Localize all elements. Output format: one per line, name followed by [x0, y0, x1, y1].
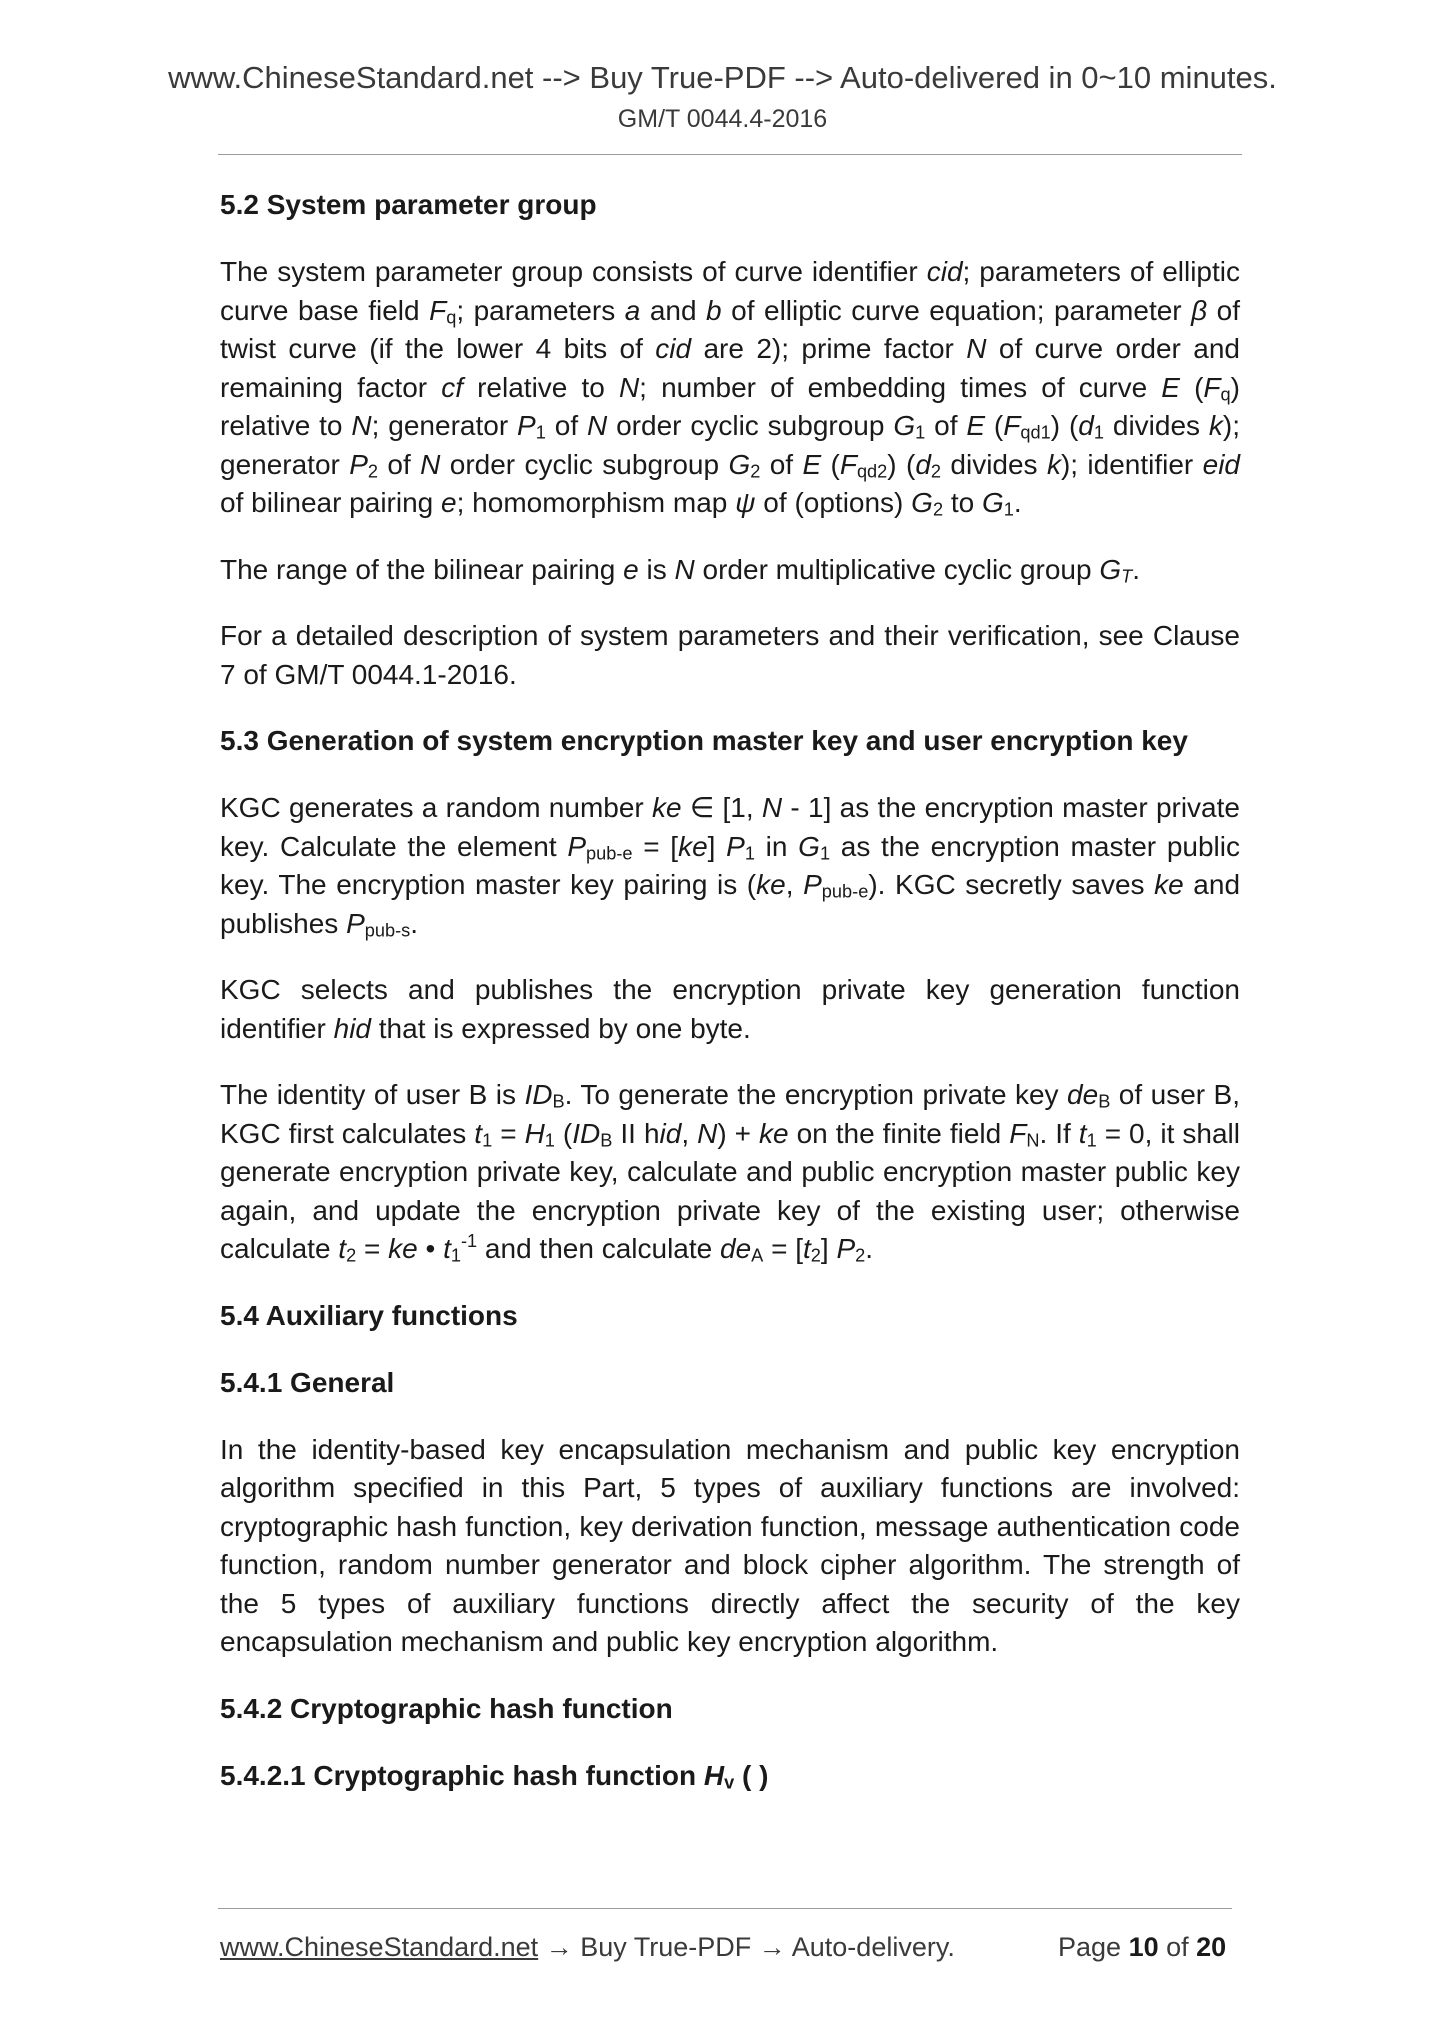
- footer-buy-text: Buy True-PDF: [580, 1932, 752, 1962]
- page-number: [1058, 1930, 1226, 1964]
- footer-site-link[interactable]: www.ChineseStandard.net: [220, 1932, 539, 1962]
- footer-links: [220, 1930, 955, 1964]
- section-5-3-paragraph-3: The identity of user B is $ID_B$. To generate the encryption private key $de_B$ of user B, KGC first calculates $t_1 = H_1$ ($ID_B$ II hid, N) + ke on the finite field $F_N$. If $t_1 = 0$, it shall generate encryption private key, calculate and public encryption master public key again, and update the encryption private key of the existing user; otherwise calculate $t_2$ = ke • $t_1^{-1}$ and then calculate $de_A = [t_2]$ $P_2$.: [220, 1079, 1241, 1266]
- footer-divider: [218, 1908, 1232, 1909]
- footer-arrow-2: →: [751, 1932, 792, 1962]
- section-5-2-paragraph-2: The range of the bilinear pairing e is N order multiplicative cyclic group $G_T$.: [220, 553, 1141, 587]
- section-5-3-paragraph-2: KGC selects and publishes the encryption private key generation function identifier hid that is expressed by one byte.: [220, 974, 1240, 1044]
- header-divider: [218, 154, 1242, 155]
- footer-arrow-1: →: [538, 1932, 581, 1962]
- section-5-3-paragraph-1: KGC generates a random number ke ∈ [1, N - 1] as the encryption master private key. Calculate the element $P_{pub-e} = [ke]$ $P_1$ in $G_1$ as the encryption master public key. The encryption master key pairing is (ke, $P_{pub-e}$). KGC secretly saves ke and publishes $P_{pub-s}$.: [220, 792, 1241, 941]
- section-5-4-title: 5.4 Auxiliary functions: [220, 1299, 518, 1331]
- section-5-4-1-title: 5.4.1 General: [220, 1366, 395, 1398]
- section-5-4-1-paragraph-1: In the identity-based key encapsulation mechanism and public key encryption algorithm specified in this Part, 5 types of auxiliary functions are involved: cryptographic hash function, key derivation function, message authentication code function, random number generator and block cipher algorithm. The strength of the 5 types of auxiliary functions directly affect the security of the key encapsulation mechanism and public key encryption algorithm.: [220, 1433, 1240, 1657]
- section-5-2-title: 5.2 System parameter group: [220, 189, 597, 220]
- of-word: of: [1158, 1932, 1197, 1962]
- section-5-4-2-title: 5.4.2 Cryptographic hash function: [220, 1692, 673, 1724]
- section-5-4-2-1-title: 5.4.2.1 Cryptographic hash function $H_v$ ( ): [220, 1759, 769, 1793]
- section-5-2-paragraph-1: The system parameter group consists of curve identifier cid; parameters of elliptic curve base field $F_q$; parameters a and b of elliptic curve equation; parameter β of twist curve (if the lower 4 bits of cid are 2); prime factor N of curve order and remaining factor cf relative to N; number of embedding times of curve E $(F_q)$ relative to N; generator $P_1$ of N order cyclic subgroup $G_1$ of E $(F_{qd1})$ ($d_1$ divides k); generator $P_2$ of N order cyclic subgroup $G_2$ of E $(F_{qd2})$ ($d_2$ divides k); identifier eid of bilinear pairing e; homomorphism map ψ of (options) $G_2$ to $G_1$.: [220, 256, 1241, 520]
- section-5-3-title: 5.3 Generation of system encryption master key and user encryption key: [220, 725, 1188, 756]
- page-body: [220, 186, 1240, 1824]
- header-banner: www.ChineseStandard.net --> Buy True-PDF --> Auto-delivered in 0~10 minutes.: [168, 60, 1277, 95]
- section-5-2-paragraph-3: For a detailed description of system parameters and their verification, see Clause 7 of GM/T 0044.1-2016.: [220, 620, 1240, 690]
- page-word: Page: [1058, 1932, 1129, 1962]
- footer-delivery-text: Auto-delivery.: [791, 1932, 955, 1962]
- total-pages: 20: [1196, 1932, 1227, 1962]
- current-page: 10: [1128, 1932, 1159, 1962]
- header-doc-id: GM/T 0044.4-2016: [617, 105, 828, 133]
